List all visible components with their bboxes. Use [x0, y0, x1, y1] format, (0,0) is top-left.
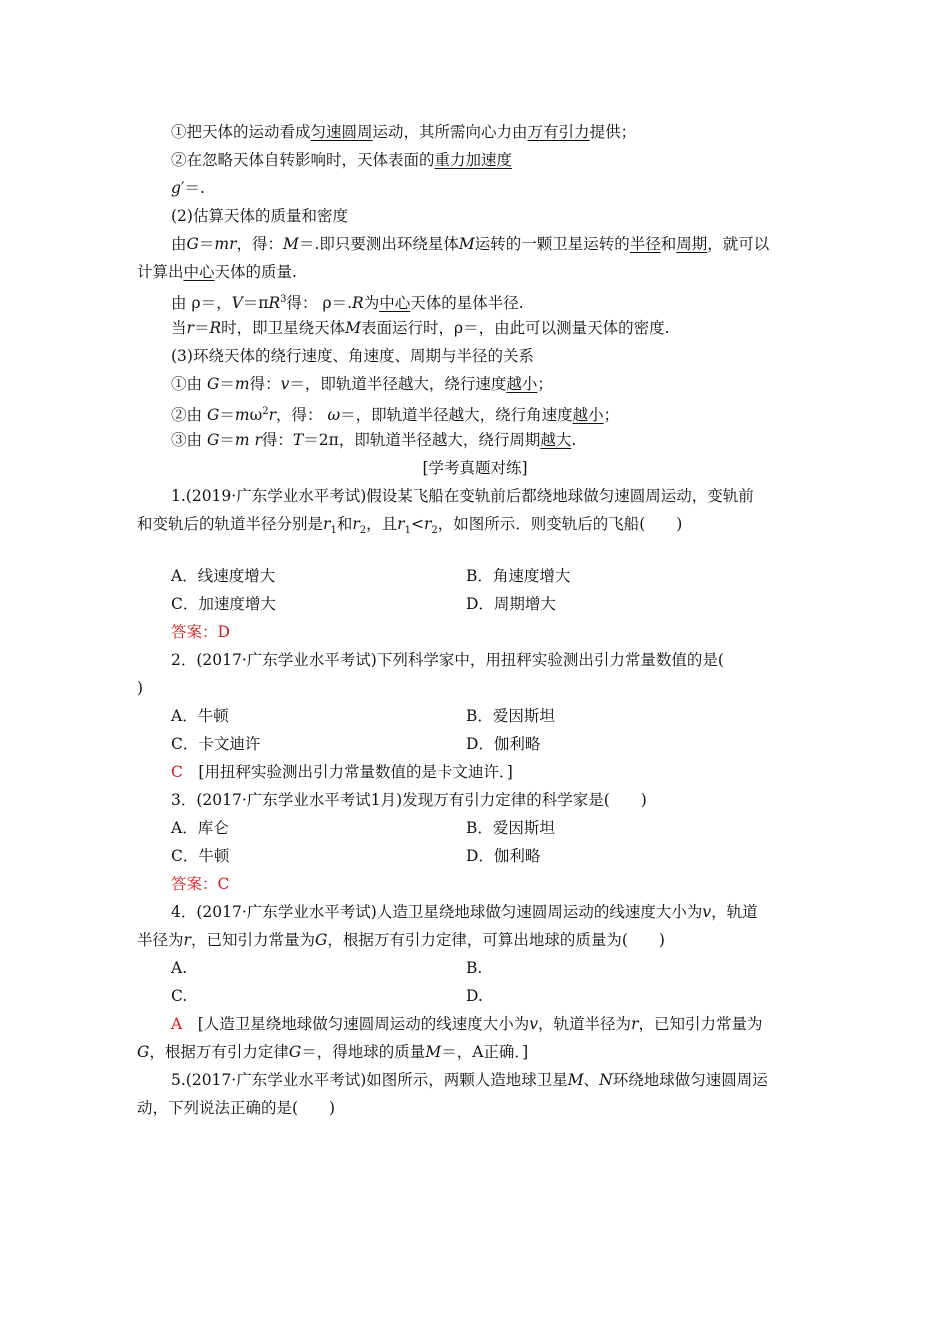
- option-b: B．爱因斯坦: [466, 707, 555, 725]
- answer-1: 答案：D: [171, 623, 230, 641]
- text-line: (2)估算天体的质量和密度: [171, 207, 348, 225]
- text-line: ②由 $G=m\omega^2r$，得： ω＝，即轨道半径越大，绕行角速度越小；: [171, 406, 620, 425]
- option-a: A．牛顿: [171, 707, 229, 725]
- question-5-line: 动，下列说法正确的是( ): [137, 1099, 336, 1117]
- text-line: 由G＝mr，得：M＝.即只要测出环绕星体M运转的一颗卫星运转的半径和周期，就可以: [171, 235, 770, 253]
- question-1-line: 和变轨后的轨道半径分别是$r_1$和$r_2$，且$r_1<r_2$，如图所示．则变轨后的飞船( ): [137, 515, 683, 537]
- option-b: B．爱因斯坦: [466, 819, 555, 837]
- question-2-line: ): [137, 679, 144, 697]
- text-line: ②在忽略天体自转影响时，天体表面的重力加速度: [171, 151, 513, 169]
- option-c: C．牛顿: [171, 847, 230, 865]
- option-b: B．角速度增大: [466, 567, 571, 585]
- option-c: C．加速度增大: [171, 595, 276, 613]
- option-a: A．库仑: [171, 819, 229, 837]
- option-a: A.: [171, 959, 188, 977]
- text-line: ①由 G＝m得：v＝，即轨道半径越大，绕行速度越小；: [171, 375, 553, 393]
- question-4-line: 半径为r，已知引力常量为G，根据万有引力定律，可算出地球的质量为( ): [137, 931, 665, 949]
- text-line: g′＝.: [171, 179, 205, 197]
- question-1-line: 1.(2019·广东学业水平考试)假设某飞船在变轨前后都绕地球做匀速圆周运动，变轨前: [171, 487, 754, 505]
- option-b: B.: [466, 959, 483, 977]
- answer-2: C [用扭秤实验测出引力常量数值的是卡文迪许．]: [171, 763, 513, 781]
- answer-4-line: G，根据万有引力定律G＝，得地球的质量M＝，A正确．]: [137, 1043, 529, 1061]
- text-line: 计算出中心天体的质量.: [137, 263, 297, 281]
- option-c: C．卡文迪许: [171, 735, 261, 753]
- option-d: D．伽利略: [466, 847, 541, 865]
- text-line: 由 ρ＝，$V=\pi R^3$得： ρ＝.R为中心天体的星体半径.: [171, 294, 524, 313]
- option-d: D．伽利略: [466, 735, 541, 753]
- text-line: ③由 G＝m r得：T＝2π，即轨道半径越大，绕行周期越大.: [171, 431, 577, 449]
- section-title: [学考真题对练]: [422, 459, 528, 477]
- question-2-line: 2．(2017·广东学业水平考试)下列科学家中，用扭秤实验测出引力常量数值的是(: [171, 651, 724, 669]
- question-4-line: 4．(2017·广东学业水平考试)人造卫星绕地球做匀速圆周运动的线速度大小为v，轨道: [171, 903, 758, 921]
- option-d: D．周期增大: [466, 595, 556, 613]
- answer-3: 答案：C: [171, 875, 230, 893]
- text-line: ①把天体的运动看成匀速圆周运动，其所需向心力由万有引力提供；: [171, 123, 637, 141]
- option-a: A．线速度增大: [171, 567, 276, 585]
- text-line: (3)环绕天体的绕行速度、角速度、周期与半径的关系: [171, 347, 534, 365]
- option-c: C.: [171, 987, 188, 1005]
- answer-4: A [人造卫星绕地球做匀速圆周运动的线速度大小为v，轨道半径为r，已知引力常量为: [171, 1015, 763, 1033]
- text-line: 当r＝R时，即卫星绕天体M表面运行时，ρ＝，由此可以测量天体的密度.: [171, 319, 670, 337]
- option-d: D.: [466, 987, 483, 1005]
- question-5-line: 5.(2017·广东学业水平考试)如图所示，两颗人造地球卫星M、N环绕地球做匀速圆周运: [171, 1071, 768, 1089]
- question-3-line: 3．(2017·广东学业水平考试1月)发现万有引力定律的科学家是( ): [171, 791, 647, 809]
